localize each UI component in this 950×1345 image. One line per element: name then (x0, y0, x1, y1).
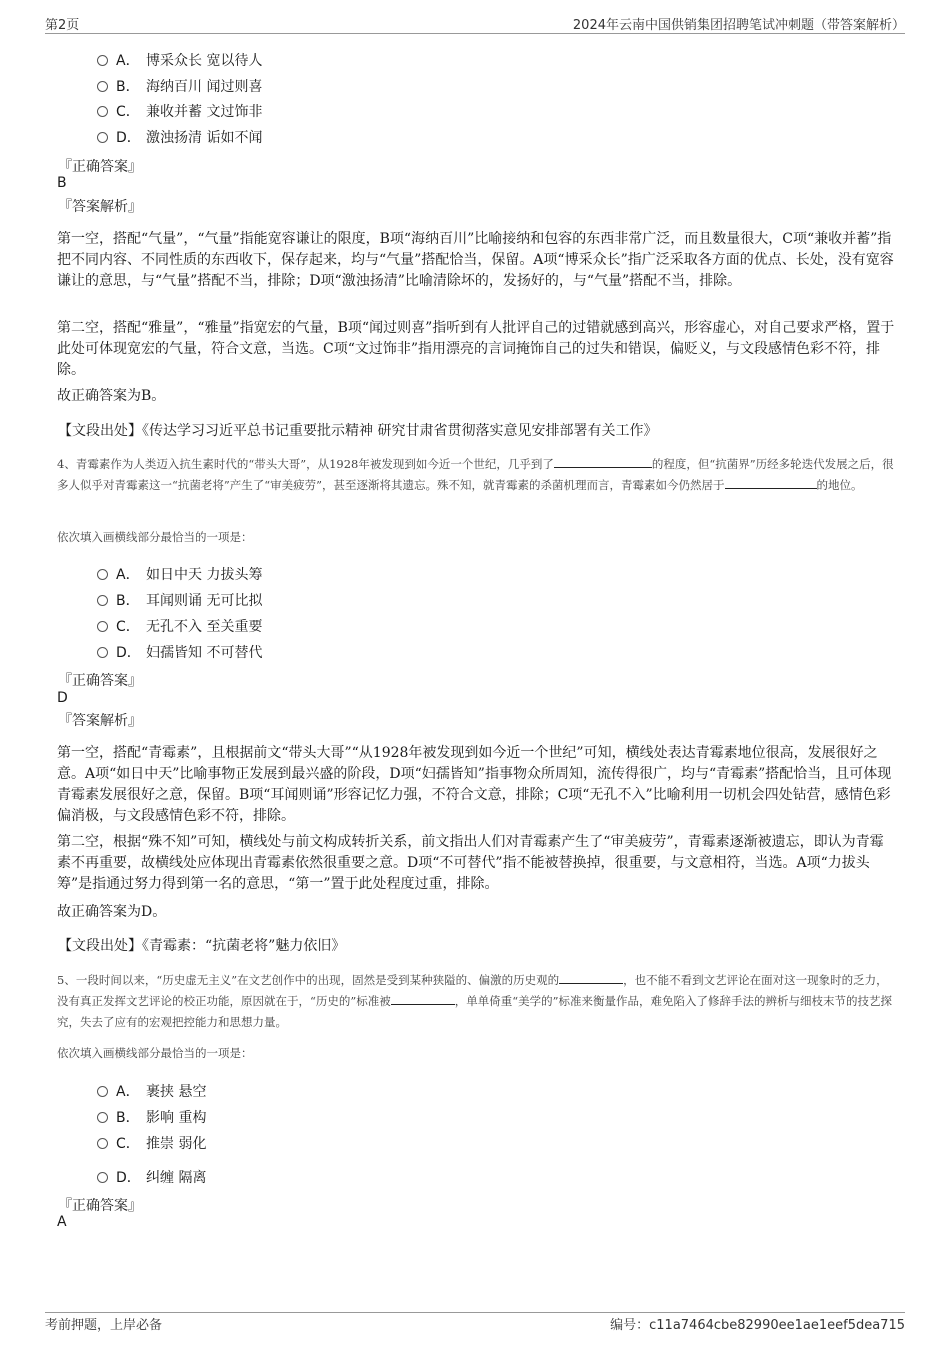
q4-option-b[interactable]: B． 耳闻则诵 无可比拟 (97, 590, 262, 610)
q4-option-c[interactable]: C． 无孔不入 至关重要 (97, 616, 262, 636)
q3-analysis-paragraph-1: 第一空，搭配“气量”，“气量”指能宽容谦让的限度，B项“海纳百川”比喻接纳和包容的东西非常广泛，而且数量很大，C项“兼收并蓄”指把不同内容、不同性质的东西收下，保存起来，均与“气量”搭配恰当，保留。A项“博采众长”指广泛采取各方面的优点、长处，没有宽容谦让的意思，与“气量”搭配不当，排除；D项“激浊扬清”比喻清除坏的，发扬好的，与“气量”搭配不当，排除。 (57, 231, 894, 289)
q4-stem: 4、青霉素作为人类迈入抗生素时代的“带头大哥”，从1928年被发现到如今近一个世纪，几乎到了 的程度，但“抗菌界”历经多轮迭代发展之后，很多人似乎对青霉素这一“抗菌老将”产生了“审美疲劳”，甚至逐渐将其遗忘。殊不知，就青霉素的杀菌机理而言，青霉素如今仍然居于 的地位。 (57, 457, 894, 492)
q4-instruction: 依次填入画横线部分最恰当的一项是： (57, 530, 253, 544)
page-number: 第2页 (45, 18, 80, 33)
q3-option-c[interactable]: C． 兼收并蓄 文过饰非 (97, 101, 262, 121)
q3-option-d[interactable]: D． 激浊扬清 诟如不闻 (97, 127, 262, 147)
q5-correct-answer-label: 『正确答案』 (58, 1198, 142, 1214)
radio-icon[interactable] (97, 621, 108, 632)
document-title: 2024年云南中国供销集团招聘笔试冲刺题（带答案解析） (572, 18, 905, 33)
radio-icon[interactable] (97, 1086, 108, 1097)
q3-answer: B (57, 175, 67, 191)
q5-option-c[interactable]: C． 推崇 弱化 (97, 1133, 206, 1153)
q3-option-b[interactable]: B． 海纳百川 闻过则喜 (97, 76, 262, 96)
footer-rule (45, 1312, 905, 1313)
radio-icon[interactable] (97, 1112, 108, 1123)
q4-source: 【文段出处】《青霉素：“抗菌老将”魅力依旧》 (58, 938, 346, 954)
radio-icon[interactable] (97, 55, 108, 66)
document-code: 编号：c11a7464cbe82990ee1ae1eef5dea715 (610, 1318, 905, 1333)
radio-icon[interactable] (97, 132, 108, 143)
radio-icon[interactable] (97, 106, 108, 117)
q5-answer: A (57, 1214, 67, 1230)
q4-answer: D (57, 690, 68, 706)
q3-analysis-paragraph-2: 第二空，搭配“雅量”，“雅量”指宽宏的气量，B项“闻过则喜”指听到有人批评自己的过错就感到高兴，形容虚心，对自己要求严格，置于此处可体现宽宏的气量，符合文意，当选。C项“文过饰非”指用漂亮的言词掩饰自己的过失和错误，偏贬义，与文段感情色彩不符，排除。 (57, 320, 895, 378)
q5-option-a[interactable]: A． 裹挟 悬空 (97, 1081, 206, 1101)
blank-line (559, 971, 623, 984)
q4-analysis-label: 『答案解析』 (58, 713, 142, 729)
radio-icon[interactable] (97, 595, 108, 606)
q4-analysis-conclusion: 故正确答案为D。 (57, 904, 167, 920)
q5-option-b[interactable]: B． 影响 重构 (97, 1107, 206, 1127)
header-rule (45, 33, 905, 34)
q3-analysis-conclusion: 故正确答案为B。 (57, 388, 166, 404)
q3-correct-answer-label: 『正确答案』 (58, 159, 142, 175)
q4-option-d[interactable]: D． 妇孺皆知 不可替代 (97, 642, 262, 662)
q3-analysis-label: 『答案解析』 (58, 199, 142, 215)
q4-option-a[interactable]: A． 如日中天 力拔头筹 (97, 564, 262, 584)
q5-instruction: 依次填入画横线部分最恰当的一项是： (57, 1046, 253, 1060)
blank-line (554, 455, 652, 468)
q3-option-a[interactable]: A． 博采众长 宽以待人 (97, 50, 262, 70)
q5-option-d[interactable]: D． 纠缠 隔离 (97, 1167, 206, 1187)
radio-icon[interactable] (97, 1138, 108, 1149)
footer-slogan: 考前押题，上岸必备 (45, 1318, 163, 1333)
q4-analysis-paragraph-2: 第二空，根据“殊不知”可知，横线处与前文构成转折关系，前文指出人们对青霉素产生了“审美疲劳”，青霉素逐渐被遗忘，即认为青霉素不再重要，故横线处应体现出青霉素依然很重要之意。D项“不可替代”指不能被替换掉，很重要，与文意相符，当选。A项“力拔头筹”是指通过努力得到第一名的意思，“第一”置于此处程度过重，排除。 (57, 834, 884, 892)
q5-stem: 5、一段时间以来，“历史虚无主义”在文艺创作中的出现，固然是受到某种狭隘的、偏激的历史观的 ，也不能不看到文艺评论在面对这一现象时的乏力，没有真正发挥文艺评论的校正功能，原因就在于，“历史的”标准被 ，单单倚重“美学的”标准来衡量作品，难免陷入了修辞手法的辨析与细枝末节的技艺探究，失去了应有的宏观把控能力和思想力量。 (57, 973, 893, 1029)
q3-source: 【文段出处】《传达学习习近平总书记重要批示精神 研究甘肃省贯彻落实意见安排部署有关工作》 (58, 423, 658, 439)
blank-line (391, 992, 455, 1005)
q4-correct-answer-label: 『正确答案』 (58, 673, 142, 689)
radio-icon[interactable] (97, 569, 108, 580)
blank-line (725, 476, 817, 489)
q4-analysis-paragraph-1: 第一空，搭配“青霉素”，且根据前文“带头大哥”“从1928年被发现到如今近一个世纪”可知，横线处表达青霉素地位很高，发展很好之意。A项“如日中天”比喻事物正发展到最兴盛的阶段，D项“妇孺皆知”指事物众所周知，流传得很广，均与“青霉素”搭配恰当，且可体现青霉素发展很好之意，保留。B项“耳闻则诵”形容记忆力强，不符合文意，排除；C项“无孔不入”比喻利用一切机会四处钻营，感情色彩偏消极，与文段感情色彩不符，排除。 (57, 745, 892, 824)
radio-icon[interactable] (97, 647, 108, 658)
radio-icon[interactable] (97, 81, 108, 92)
radio-icon[interactable] (97, 1172, 108, 1183)
